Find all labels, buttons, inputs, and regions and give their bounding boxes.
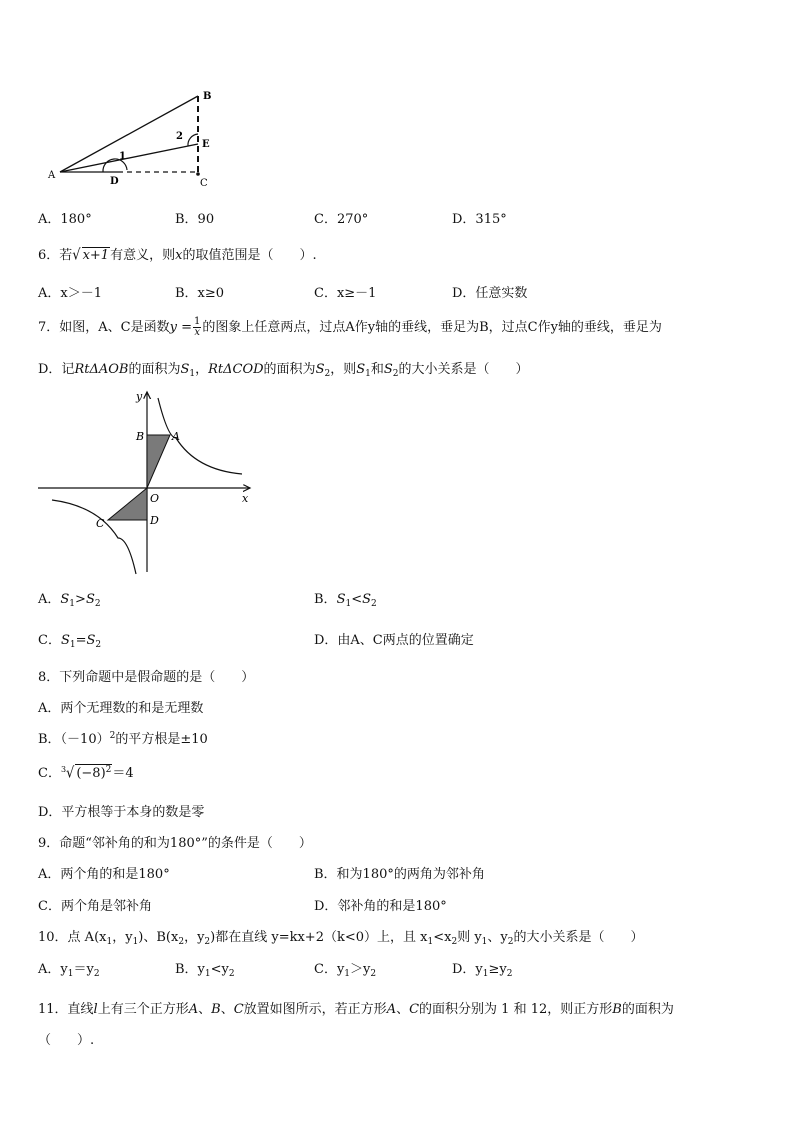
q6-option-a: A．x＞－1 bbox=[38, 286, 102, 301]
label-c: C bbox=[200, 178, 208, 189]
label-b: B bbox=[203, 91, 212, 102]
label-a: A bbox=[48, 170, 56, 181]
q11-stem-line1: 11．直线l上有三个正方形A、B、C放置如图所示，若正方形A、C的面积分别为 1 和 12，则正方形B的面积为 bbox=[38, 1002, 674, 1017]
hyperbola-branch-right bbox=[158, 398, 242, 474]
hyperbola-figure bbox=[36, 384, 256, 576]
q6-radicand: x+1 bbox=[82, 248, 110, 263]
triangle-figure bbox=[40, 84, 240, 194]
q6-option-c: C．x≥－1 bbox=[314, 286, 377, 301]
q8-option-a: A．两个无理数的和是无理数 bbox=[38, 701, 204, 716]
q5-option-c: C．270° bbox=[314, 212, 369, 227]
triangle-aob bbox=[147, 435, 170, 488]
q9-option-b: B．和为180°的两角为邻补角 bbox=[314, 867, 485, 882]
q6-option-b: B．x≥0 bbox=[175, 286, 225, 301]
q7-fraction: $\frac{1}{x}$ bbox=[193, 316, 201, 338]
label-y: y bbox=[136, 390, 143, 403]
q11-stem-line2: （ ）. bbox=[38, 1033, 95, 1048]
q9-option-c: C．两个角是邻补角 bbox=[38, 899, 152, 914]
q7-option-b: B．$S_1<S_2$ bbox=[314, 592, 377, 609]
label-x: x bbox=[242, 492, 249, 505]
label-angle-2: 2 bbox=[176, 131, 183, 142]
label-d: D bbox=[110, 176, 119, 187]
q8-option-b: B．$(-10)^2$的平方根是±10 bbox=[38, 731, 208, 747]
triangle-cod bbox=[108, 488, 147, 520]
q9-option-a: A．两个角的和是180° bbox=[38, 867, 170, 882]
label-c: C bbox=[96, 517, 105, 530]
label-a: A bbox=[172, 430, 180, 443]
q9-stem: 9．命题“邻补角的和为180°”的条件是（ ） bbox=[38, 836, 312, 851]
q10-option-a: A．$y_1=y_2$ bbox=[38, 962, 100, 979]
q8-option-d: D．平方根等于本身的数是零 bbox=[38, 805, 205, 820]
q10-stem: 10．点 $A(x_1$，$y_1$)、$B(x_2$，$y_2$)都在直线 y=kx+2（k<0）上，且 $x_1<x_2$则 $y_1$、$y_2$的大小关系是（ ） bbox=[38, 930, 644, 947]
q7-stem-line1: 7．如图，A、C是函数y = $\frac{1}{x}$ 的图象上任意两点，过点A作y轴的垂线，垂足为B，过点C作y轴的垂线，垂足为 bbox=[38, 316, 662, 338]
label-d: D bbox=[150, 514, 159, 527]
q9-option-d: D．邻补角的和是180° bbox=[314, 899, 447, 914]
q10-option-c: C．$y_1>y_2$ bbox=[314, 962, 377, 979]
q8-radicand: $(-8)^2$ bbox=[76, 765, 112, 781]
q7-option-c: C．$S_1=S_2$ bbox=[38, 633, 102, 650]
q6-option-d: D．任意实数 bbox=[452, 286, 528, 301]
q10-option-b: B．$y_1<y_2$ bbox=[175, 962, 235, 979]
label-o: O bbox=[150, 492, 160, 505]
point-c-dot bbox=[196, 172, 200, 176]
segment-ae bbox=[60, 144, 198, 172]
q7-option-a: A．$S_1>S_2$ bbox=[38, 592, 101, 609]
q7-stem-line2: D．记RtΔAOB的面积为$S_1$，RtΔCOD的面积为$S_2$，则$S_1$和$S_2$的大小关系是（ ） bbox=[38, 362, 529, 379]
q5-option-d: D．315° bbox=[452, 212, 507, 227]
q10-option-d: D．$y_1\ge y_2$ bbox=[452, 962, 513, 979]
label-angle-1: 1 bbox=[119, 151, 126, 162]
q8-stem: 8．下列命题中是假命题的是（ ） bbox=[38, 670, 255, 685]
q8-option-c: C．$^3$√ $(-8)^2=4$ bbox=[38, 764, 134, 783]
q5-option-a: A．180° bbox=[38, 212, 92, 227]
q5-option-b: B．90 bbox=[175, 212, 215, 227]
q7-option-d: D．由A、C两点的位置确定 bbox=[314, 633, 474, 648]
label-b: B bbox=[136, 430, 145, 443]
q6-stem: 6．若√ x+1有意义，则x的取值范围是（ ）. bbox=[38, 246, 317, 265]
label-e: E bbox=[202, 139, 210, 150]
